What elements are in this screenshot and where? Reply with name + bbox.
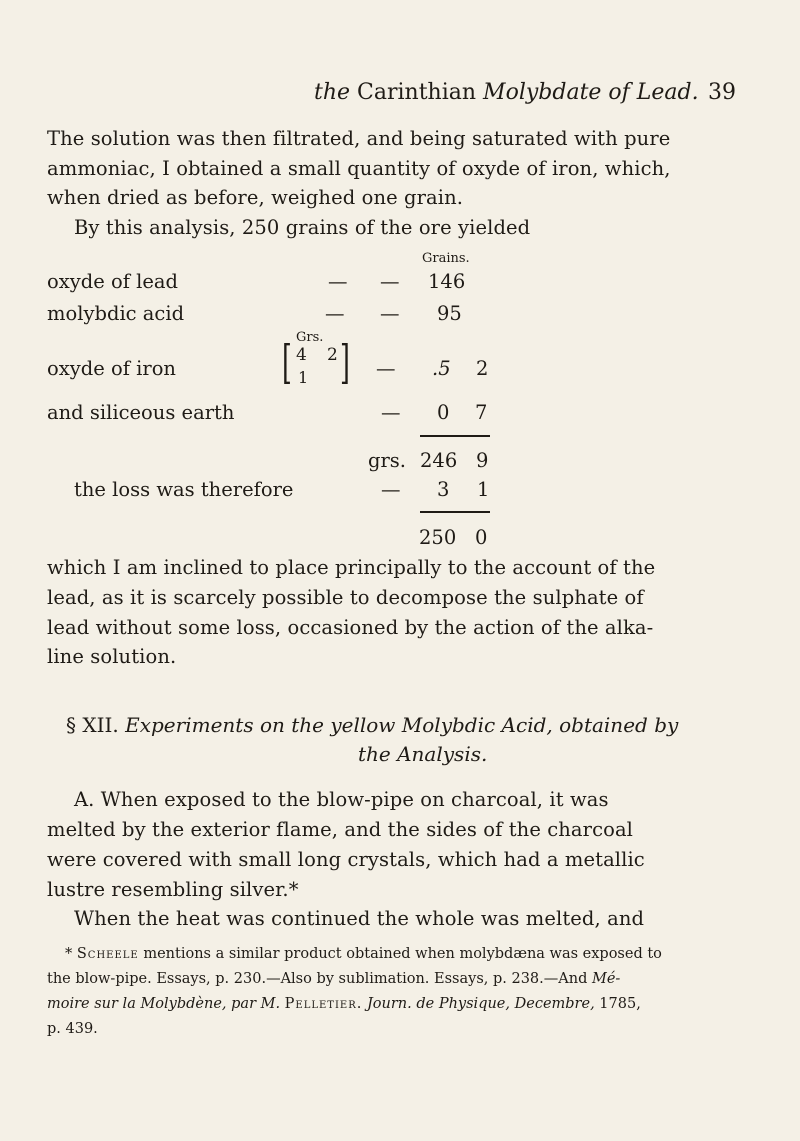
footnote-text: moire sur la Molybdène, par M. — [47, 996, 281, 1012]
earth-frac: 7 — [475, 401, 488, 424]
grand-value: 250 — [419, 526, 457, 549]
row-label-lead: oxyde of lead — [47, 270, 179, 293]
text-line: lead without some loss, occasioned by the action of the alka- — [47, 616, 654, 639]
row-label-loss: the loss was therefore — [74, 478, 294, 501]
section-mark: § XII. — [66, 713, 119, 737]
page-number: 39 — [708, 80, 736, 105]
left-brace: [ — [282, 335, 292, 389]
section-title-line1: Experiments on the yellow Molybdic Acid, obtained by — [125, 713, 679, 737]
text-line: line solution. — [47, 645, 177, 668]
dash: — — [325, 302, 345, 325]
footnote-mark: * — [65, 946, 73, 962]
running-head-rest: Molybdate of Lead. — [483, 80, 699, 105]
total-value: 246 — [420, 449, 458, 472]
text-line: lustre resembling silver.* — [47, 878, 299, 901]
footnote-author: Scheele — [76, 946, 139, 962]
text-line: were covered with small long crystals, which had a metallic — [47, 848, 645, 871]
footnote-line: p. 439. — [47, 1021, 98, 1037]
row-value-acid: 95 — [437, 302, 462, 325]
sum-rule — [420, 511, 490, 513]
row-label-acid: molybdic acid — [47, 302, 185, 325]
running-head — [314, 80, 699, 105]
text-line: When the heat was continued the whole was melted, and — [74, 907, 645, 930]
row-label-earth: and siliceous earth — [47, 401, 235, 424]
text-line: lead, as it is scarcely possible to decompose the sulphate of — [47, 586, 644, 609]
unit-grains: Grains. — [422, 251, 470, 266]
total-unit: grs. — [368, 449, 407, 472]
dash: — — [328, 270, 348, 293]
dash: — — [381, 401, 401, 424]
text-line: which I am inclined to place principally to the account of the — [47, 556, 656, 579]
text-line: melted by the exterior flame, and the sides of the charcoal — [47, 818, 634, 841]
text-line: ammoniac, I obtained a small quantity of oxyde of iron, which, — [47, 157, 671, 180]
grand-frac: 0 — [475, 526, 488, 549]
text-line: A. When exposed to the blow-pipe on charcoal, it was — [74, 788, 609, 811]
row-label-iron: oxyde of iron — [47, 357, 176, 380]
right-brace: ] — [340, 335, 350, 389]
iron-sub-a: 4 — [296, 345, 307, 365]
footnote-text: Journ. de Physique, Decembre, — [366, 996, 595, 1012]
dash: — — [380, 302, 400, 325]
dash: — — [376, 357, 396, 380]
footnote-text: 1785, — [599, 996, 641, 1012]
text-line: when dried as before, weighed one grain. — [47, 186, 464, 209]
dash: — — [380, 270, 400, 293]
loss-value: 3 — [437, 478, 450, 501]
loss-frac: 1 — [477, 478, 490, 501]
running-head-place: Carinthian — [357, 80, 477, 105]
row-value-lead: 146 — [428, 270, 466, 293]
dash: — — [381, 478, 401, 501]
footnote-line — [65, 946, 662, 962]
text-line: The solution was then filtrated, and being saturated with pure — [47, 127, 671, 150]
total-frac: 9 — [476, 449, 489, 472]
footnote-text: Mé- — [591, 971, 621, 987]
iron-frac: 2 — [476, 357, 489, 380]
footnote-text: mentions a similar product obtained when molybdæna was exposed to — [143, 946, 662, 962]
iron-sub-b: 2 — [327, 345, 338, 365]
earth-value: 0 — [437, 401, 450, 424]
section-title-line2: the Analysis. — [358, 742, 488, 766]
footnote-text: the blow-pipe. Essays, p. 230.—Also by sublimation. Essays, p. 238.—And — [47, 971, 588, 987]
iron-value: .5 — [432, 357, 451, 380]
unit-grs: Grs. — [296, 330, 324, 345]
sum-rule — [420, 435, 490, 437]
text-line: By this analysis, 250 grains of the ore yielded — [74, 216, 531, 239]
footnote-author: Pelletier. — [284, 996, 363, 1012]
footnote-line — [47, 971, 620, 987]
running-head-prefix: the — [314, 80, 351, 105]
iron-sub-c: 1 — [298, 368, 309, 387]
section-heading — [66, 713, 678, 737]
footnote-line — [47, 996, 641, 1012]
